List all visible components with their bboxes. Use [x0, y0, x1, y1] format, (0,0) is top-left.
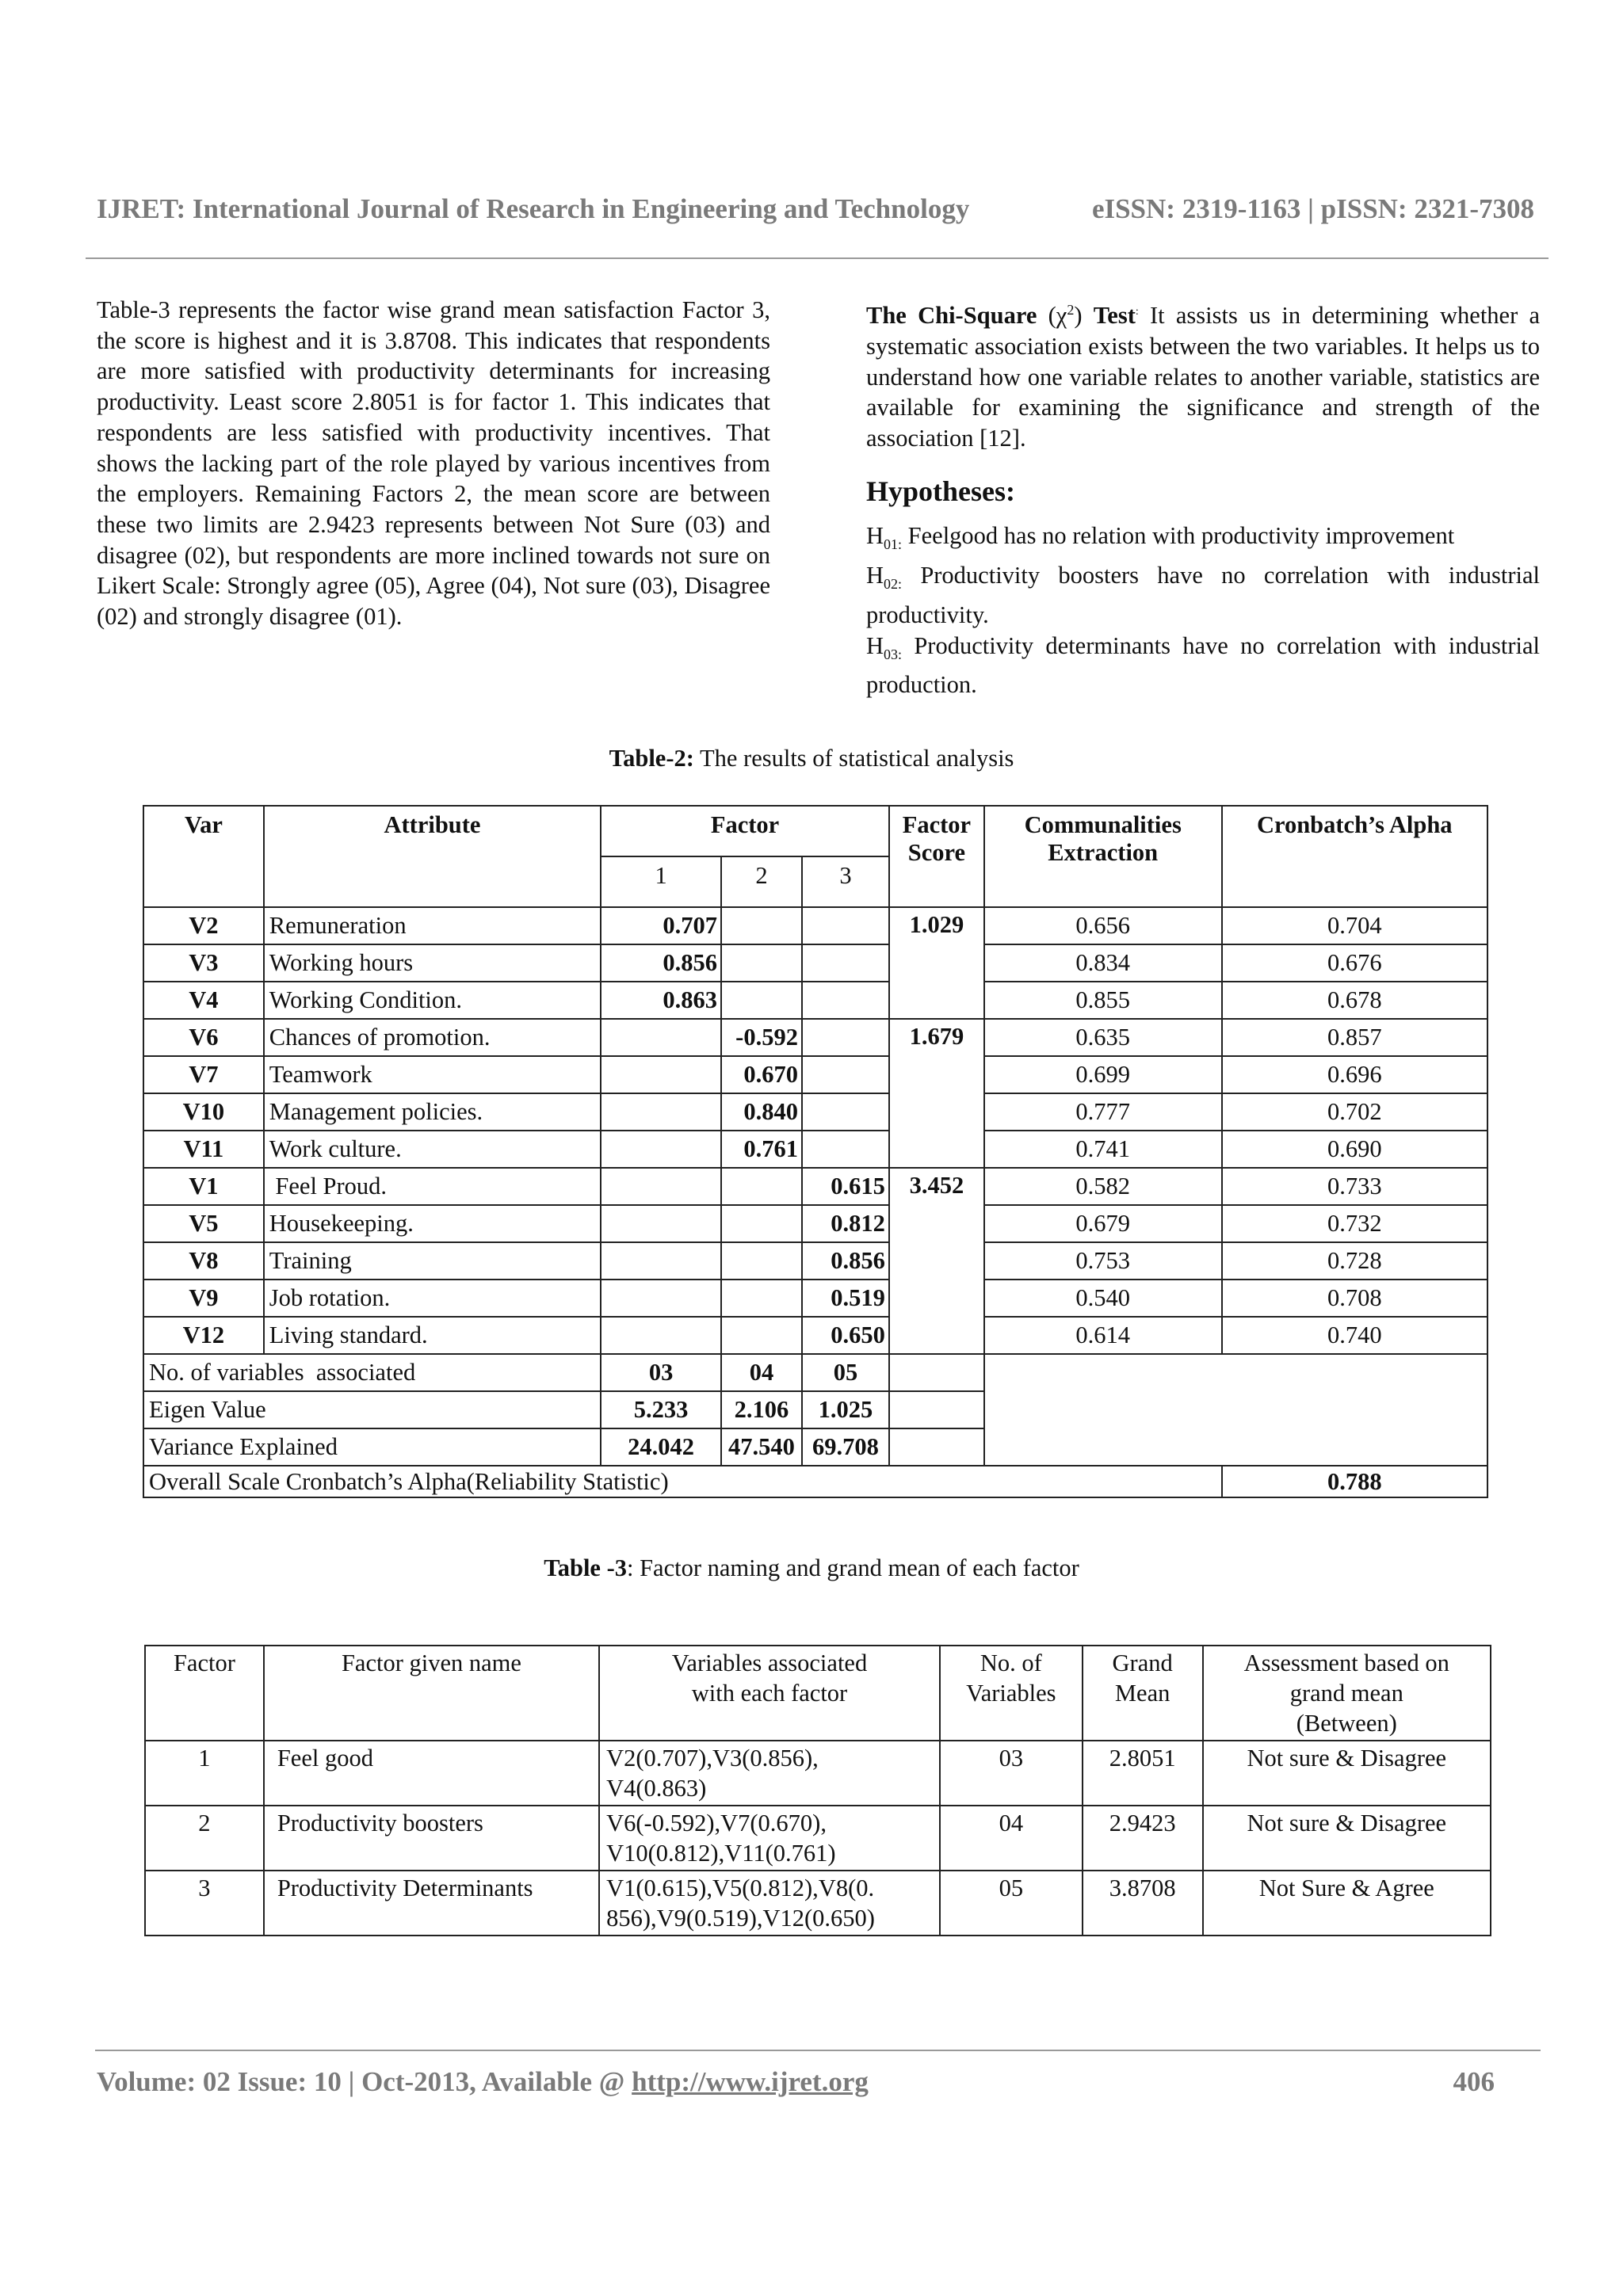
header-attribute: Attribute [264, 806, 601, 907]
hypothesis-2: $H_{02:}$ Productivity boosters have no correlation with industrial productivity. [866, 562, 1540, 628]
footer-volume: Volume: 02 Issue: 10 | Oct-2013, Available @ http://www.ijret.org [97, 2066, 869, 2097]
chi-square-title: The Chi-Square [866, 302, 1037, 330]
header-factor-1: 1 [601, 856, 721, 907]
table3-caption: Table -3: Factor naming and grand mean of each factor [544, 1554, 1079, 1581]
table2-statistical-analysis [143, 805, 1488, 1498]
overall-alpha-row: Overall Scale Cronbatch’s Alpha(Reliability Statistic) 0.788 [143, 1466, 1487, 1497]
summary-row-variables: No. of variables associated 03 04 05 [143, 1354, 1487, 1391]
journal-title: IJRET: International Journal of Research in Engineering and Technology [97, 193, 970, 224]
hypotheses-heading: Hypotheses: [866, 475, 1015, 507]
table-row: V11 Work culture. 0.761 0.741 0.690 [143, 1131, 1487, 1168]
factor-score-3: 3.452 [889, 1168, 984, 1354]
table-row: 1 Feel good V2(0.707),V3(0.856), V4(0.863) 03 2.8051 Not sure & Disagree [145, 1741, 1491, 1806]
table-row: 3 Productivity Determinants V1(0.615),V5(0.812),V8(0. 856),V9(0.519),V12(0.650) 05 3.8708 Not Sure & Agree [145, 1871, 1491, 1936]
journal-header [97, 193, 1534, 225]
table-row: V7 Teamwork 0.670 0.699 0.696 [143, 1056, 1487, 1093]
header-alpha: Cronbatch’s Alpha [1222, 806, 1487, 907]
table-row: V3 Working hours 0.856 0.834 0.676 [143, 944, 1487, 982]
journal-link[interactable]: http://www.ijret.org [632, 2066, 869, 2097]
header-communalities: Communalities Extraction [984, 806, 1222, 907]
footer-rule [95, 2050, 1541, 2051]
table-row: V5 Housekeeping. 0.812 0.679 0.732 [143, 1205, 1487, 1242]
header-factor-3: 3 [802, 856, 889, 907]
header-factor-score: Factor Score [889, 806, 984, 907]
hypothesis-3: $H_{03:}$ Productivity determinants have no correlation with industrial production. [866, 631, 1540, 699]
chi-test-label: Test [1093, 302, 1136, 330]
table3-factor-naming [144, 1645, 1491, 1936]
left-column [97, 295, 770, 632]
factor-score-2: 1.679 [889, 1019, 984, 1168]
summary-row-eigen: Eigen Value 5.233 2.106 1.025 [143, 1391, 1487, 1428]
table-row: V6 Chances of promotion. -0.592 1.679 0.635 0.857 [143, 1019, 1487, 1056]
table-row: V1 Feel Proud. 0.615 3.452 0.582 0.733 [143, 1168, 1487, 1205]
table-row: V8 Training 0.856 0.753 0.728 [143, 1242, 1487, 1280]
t3-header-count: No. of Variables [940, 1646, 1083, 1741]
page-footer [97, 2066, 1495, 2098]
t3-header-assessment: Assessment based on grand mean (Between) [1203, 1646, 1491, 1741]
header-factor-2: 2 [721, 856, 802, 907]
header-rule [86, 257, 1549, 259]
table-row: V12 Living standard. 0.650 0.614 0.740 [143, 1317, 1487, 1354]
chi-superscript: 2 [1067, 302, 1075, 318]
right-column [866, 295, 1540, 700]
factor-mean-paragraph: Table-3 represents the factor wise grand mean satisfaction Factor 3, the score is highest and it is 3.8708. This indicates that respondents are more satisfied with productivity determinants for increasing productivity. Least score 2.8051 is for factor 1. This indicates that respondents are less satisfied with productivity incentives. That shows the lacking part of the role played by various incentives from the employers. Remaining Factors 2, the mean score are between these two limits are 2.9423 represents between Not Sure (03) and disagree (02), but respondents are more inclined towards not sure on Likert Scale: Strongly agree (05), Agree (04), Not sure (03), Disagree (02) and strongly disagree (01). [97, 296, 770, 631]
table2-caption: Table-2: The results of statistical analysis [609, 745, 1014, 772]
table-row: V2 Remuneration 0.707 1.029 0.656 0.704 [143, 907, 1487, 944]
table-row: V10 Management policies. 0.840 0.777 0.702 [143, 1093, 1487, 1131]
hypothesis-1: $H_{01:}$ Feelgood has no relation with productivity improvement [866, 522, 1455, 553]
table-row: 2 Productivity boosters V6(-0.592),V7(0.670), V10(0.812),V11(0.761) 04 2.9423 Not sure & Disagree [145, 1806, 1491, 1871]
chi-square-text: It assists us in determining whether a systematic association exists between the two variables. It helps us to understand how one variable relates to another variable, statistics are available for examining the significance and strength of the association [12]. [866, 302, 1541, 452]
header-var: Var [143, 806, 264, 907]
factor-score-1: 1.029 [889, 907, 984, 1019]
chi-close: ) [1074, 302, 1083, 330]
t3-header-mean: Grand Mean [1083, 1646, 1203, 1741]
header-factor: Factor [601, 806, 889, 856]
t3-header-variables: Variables associated with each factor [599, 1646, 940, 1741]
chi-symbol: (χ [1048, 302, 1067, 330]
page-number: 406 [1453, 2066, 1495, 2097]
journal-issn: eISSN: 2319-1163 | pISSN: 2321-7308 [1091, 193, 1534, 224]
t3-header-factor: Factor [145, 1646, 264, 1741]
summary-row-variance: Variance Explained 24.042 47.540 69.708 [143, 1428, 1487, 1466]
table3-header-row [145, 1646, 1491, 1741]
table-row: V9 Job rotation. 0.519 0.540 0.708 [143, 1280, 1487, 1317]
chi-square-paragraph: The Chi-Square $(\chi^2)$ Test: It assists us in determining whether a systematic association exists between the two variables. It helps us to understand how one variable relates to another variable, statistics are available for examining the significance and strength of the association [12]. [866, 302, 1541, 452]
t3-header-name: Factor given name [264, 1646, 599, 1741]
table2-header-row-1 [143, 806, 1487, 856]
table-row: V4 Working Condition. 0.863 0.855 0.678 [143, 982, 1487, 1019]
